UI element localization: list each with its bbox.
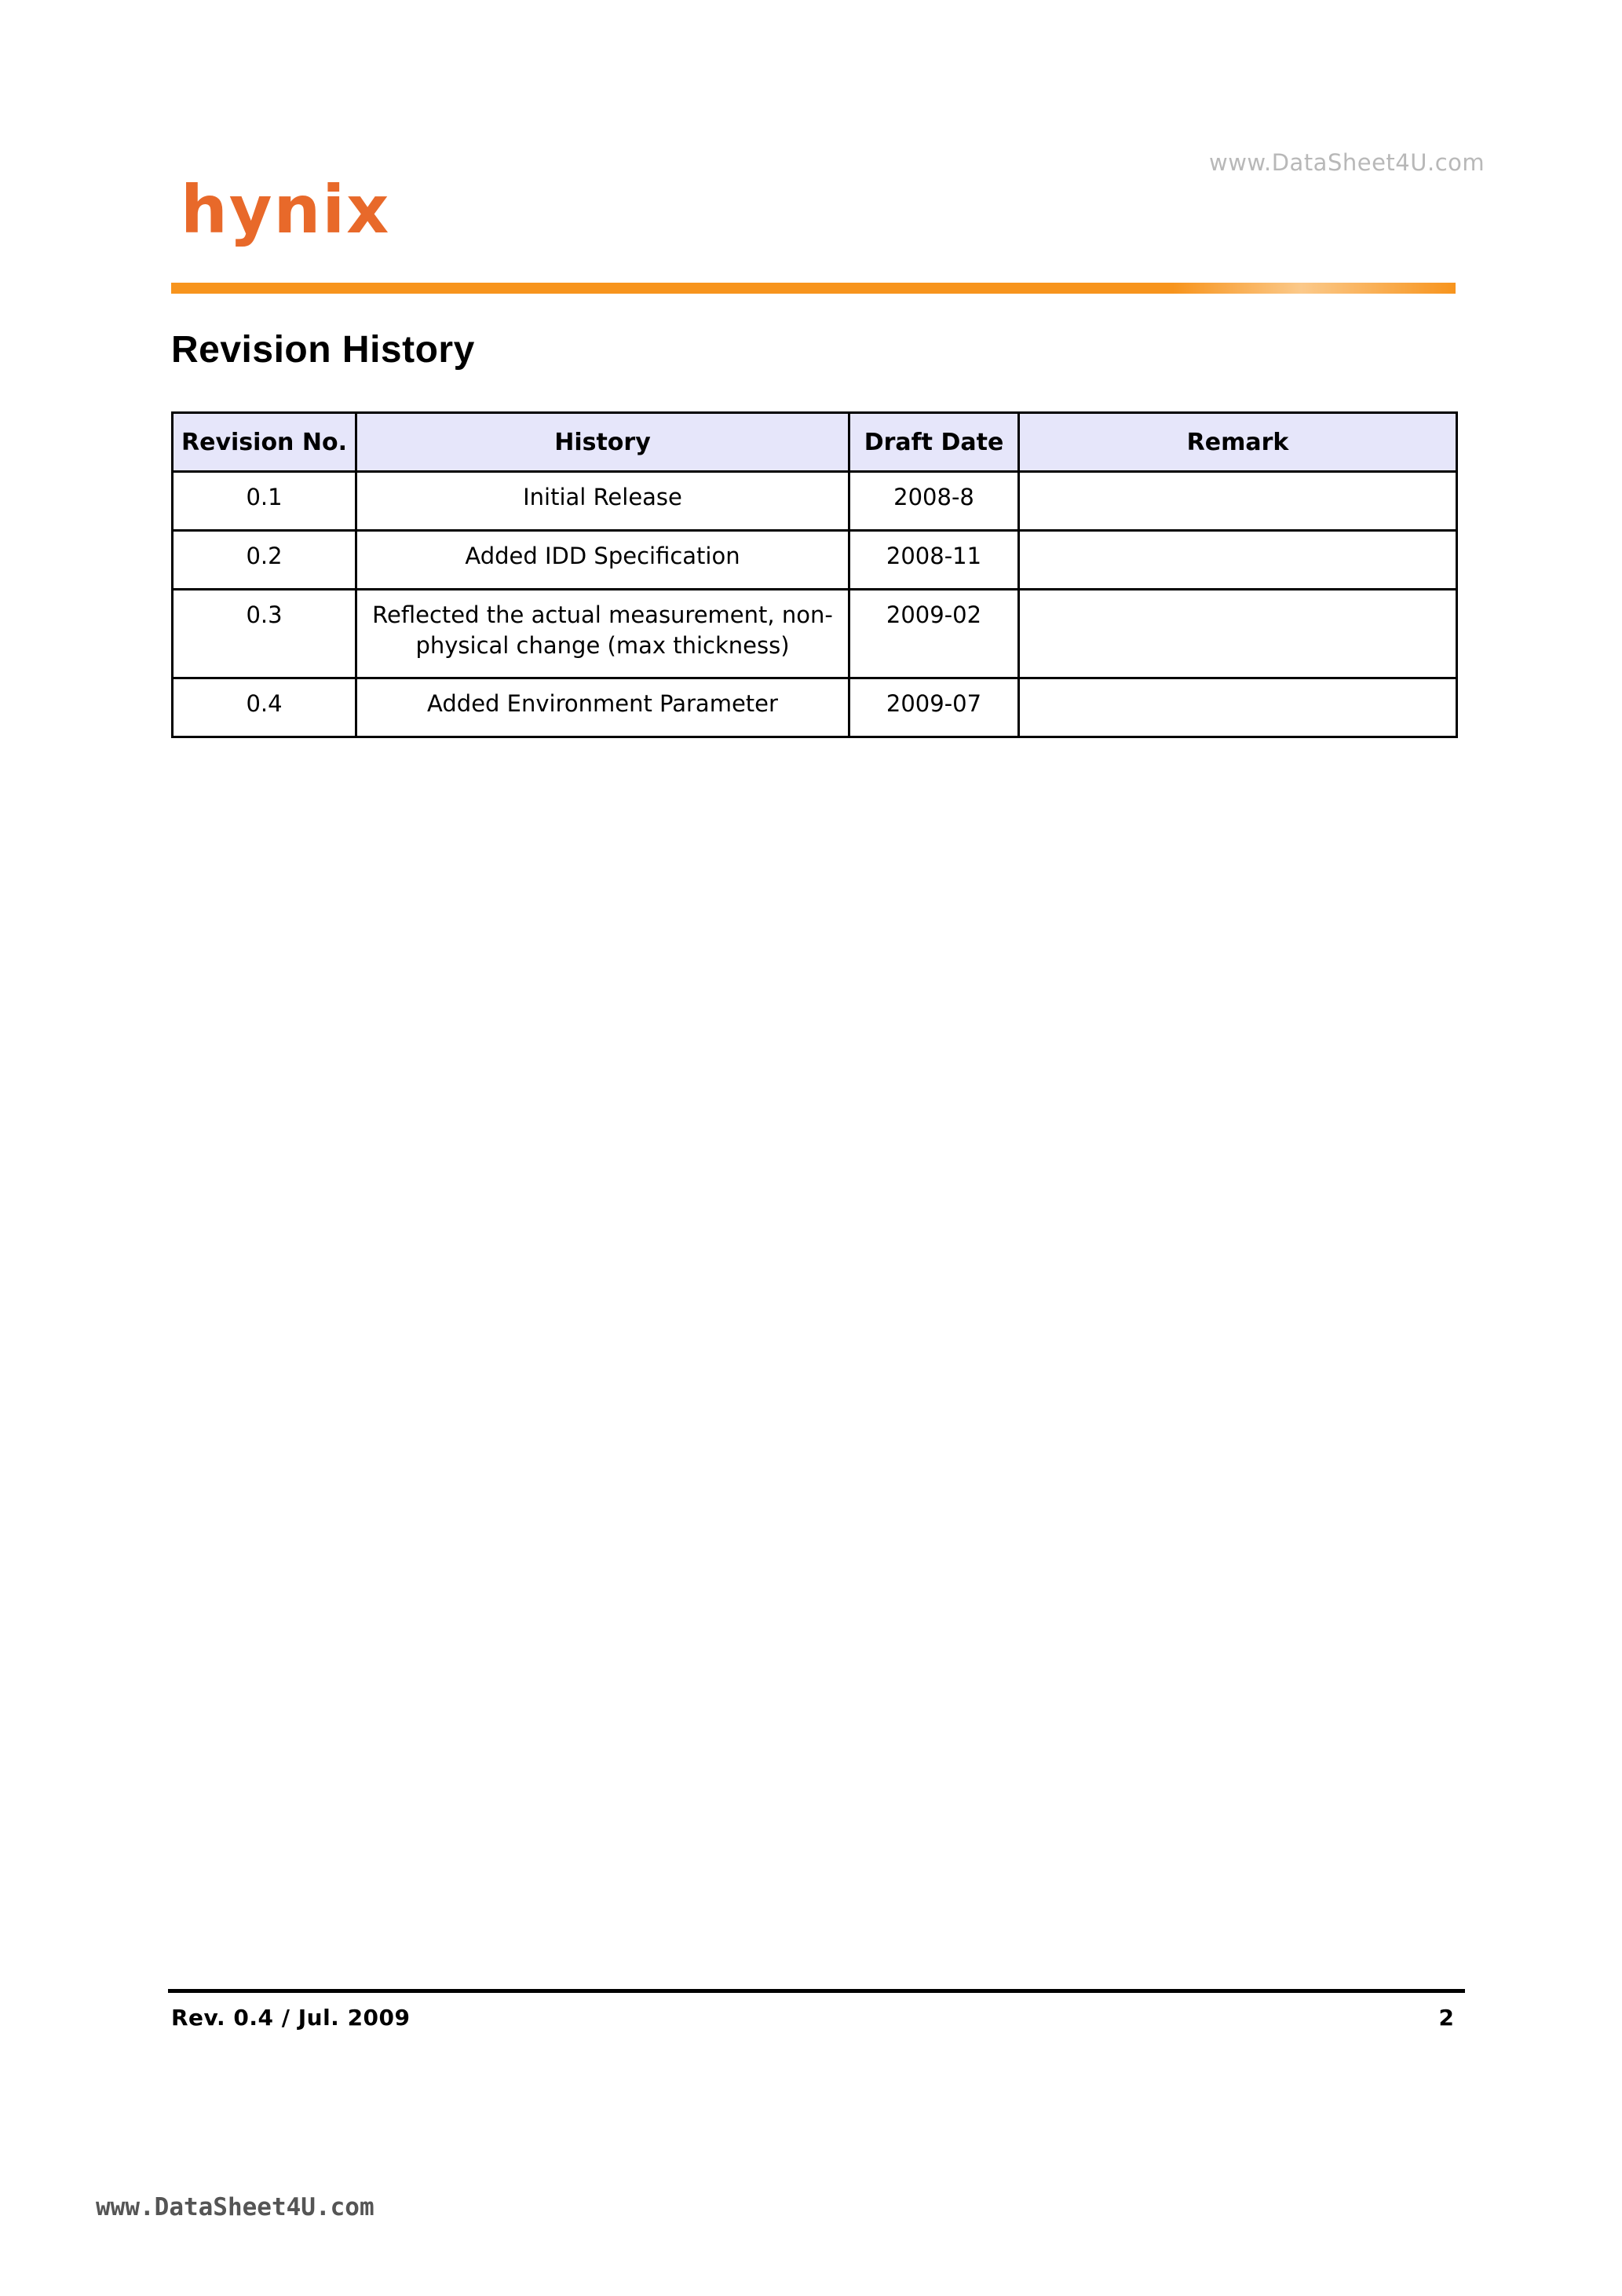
history-cell	[356, 531, 849, 590]
revision-cell: 0.2	[173, 531, 356, 590]
hynix-logo	[179, 177, 407, 264]
remark-cell	[1019, 472, 1457, 531]
remark-cell	[1019, 590, 1457, 678]
draft-date-cell: 2009-07	[849, 678, 1019, 737]
footer-divider	[168, 1989, 1465, 1993]
history-cell	[356, 472, 849, 531]
table-row	[173, 590, 1457, 678]
column-header-draft-date: Draft Date	[849, 413, 1019, 472]
history-text: Added Environment Parameter	[427, 690, 778, 717]
header-orange-bar	[171, 283, 1456, 294]
history-cell	[356, 590, 849, 678]
page-title: Revision History	[171, 329, 475, 371]
remark-cell	[1019, 678, 1457, 737]
table-row	[173, 472, 1457, 531]
table-header-row	[173, 413, 1457, 472]
column-header-remark: Remark	[1019, 413, 1457, 472]
revision-cell: 0.3	[173, 590, 356, 678]
draft-date-cell: 2008-8	[849, 472, 1019, 531]
history-text-line-1: Reflected the actual measurement, non-	[372, 601, 833, 628]
column-header-history: History	[356, 413, 849, 472]
column-header-revision: Revision No.	[173, 413, 356, 472]
revision-cell: 0.4	[173, 678, 356, 737]
revision-history-table	[171, 411, 1458, 738]
footer-revision-date: Rev. 0.4 / Jul. 2009	[171, 2005, 411, 2031]
table-row	[173, 531, 1457, 590]
history-text: Added IDD Specification	[465, 543, 740, 569]
draft-date-cell: 2008-11	[849, 531, 1019, 590]
history-cell	[356, 678, 849, 737]
watermark-link-bottom: www.DataSheet4U.com	[96, 2193, 374, 2221]
table-row	[173, 678, 1457, 737]
draft-date-cell: 2009-02	[849, 590, 1019, 678]
revision-cell: 0.1	[173, 472, 356, 531]
history-text: Initial Release	[523, 484, 682, 510]
remark-cell	[1019, 531, 1457, 590]
hynix-logo-text: hynix	[181, 177, 391, 248]
history-text-line-2: physical change (max thickness)	[415, 632, 790, 659]
watermark-link-top: www.DataSheet4U.com	[1209, 149, 1485, 176]
footer-page-number: 2	[1438, 2005, 1454, 2031]
